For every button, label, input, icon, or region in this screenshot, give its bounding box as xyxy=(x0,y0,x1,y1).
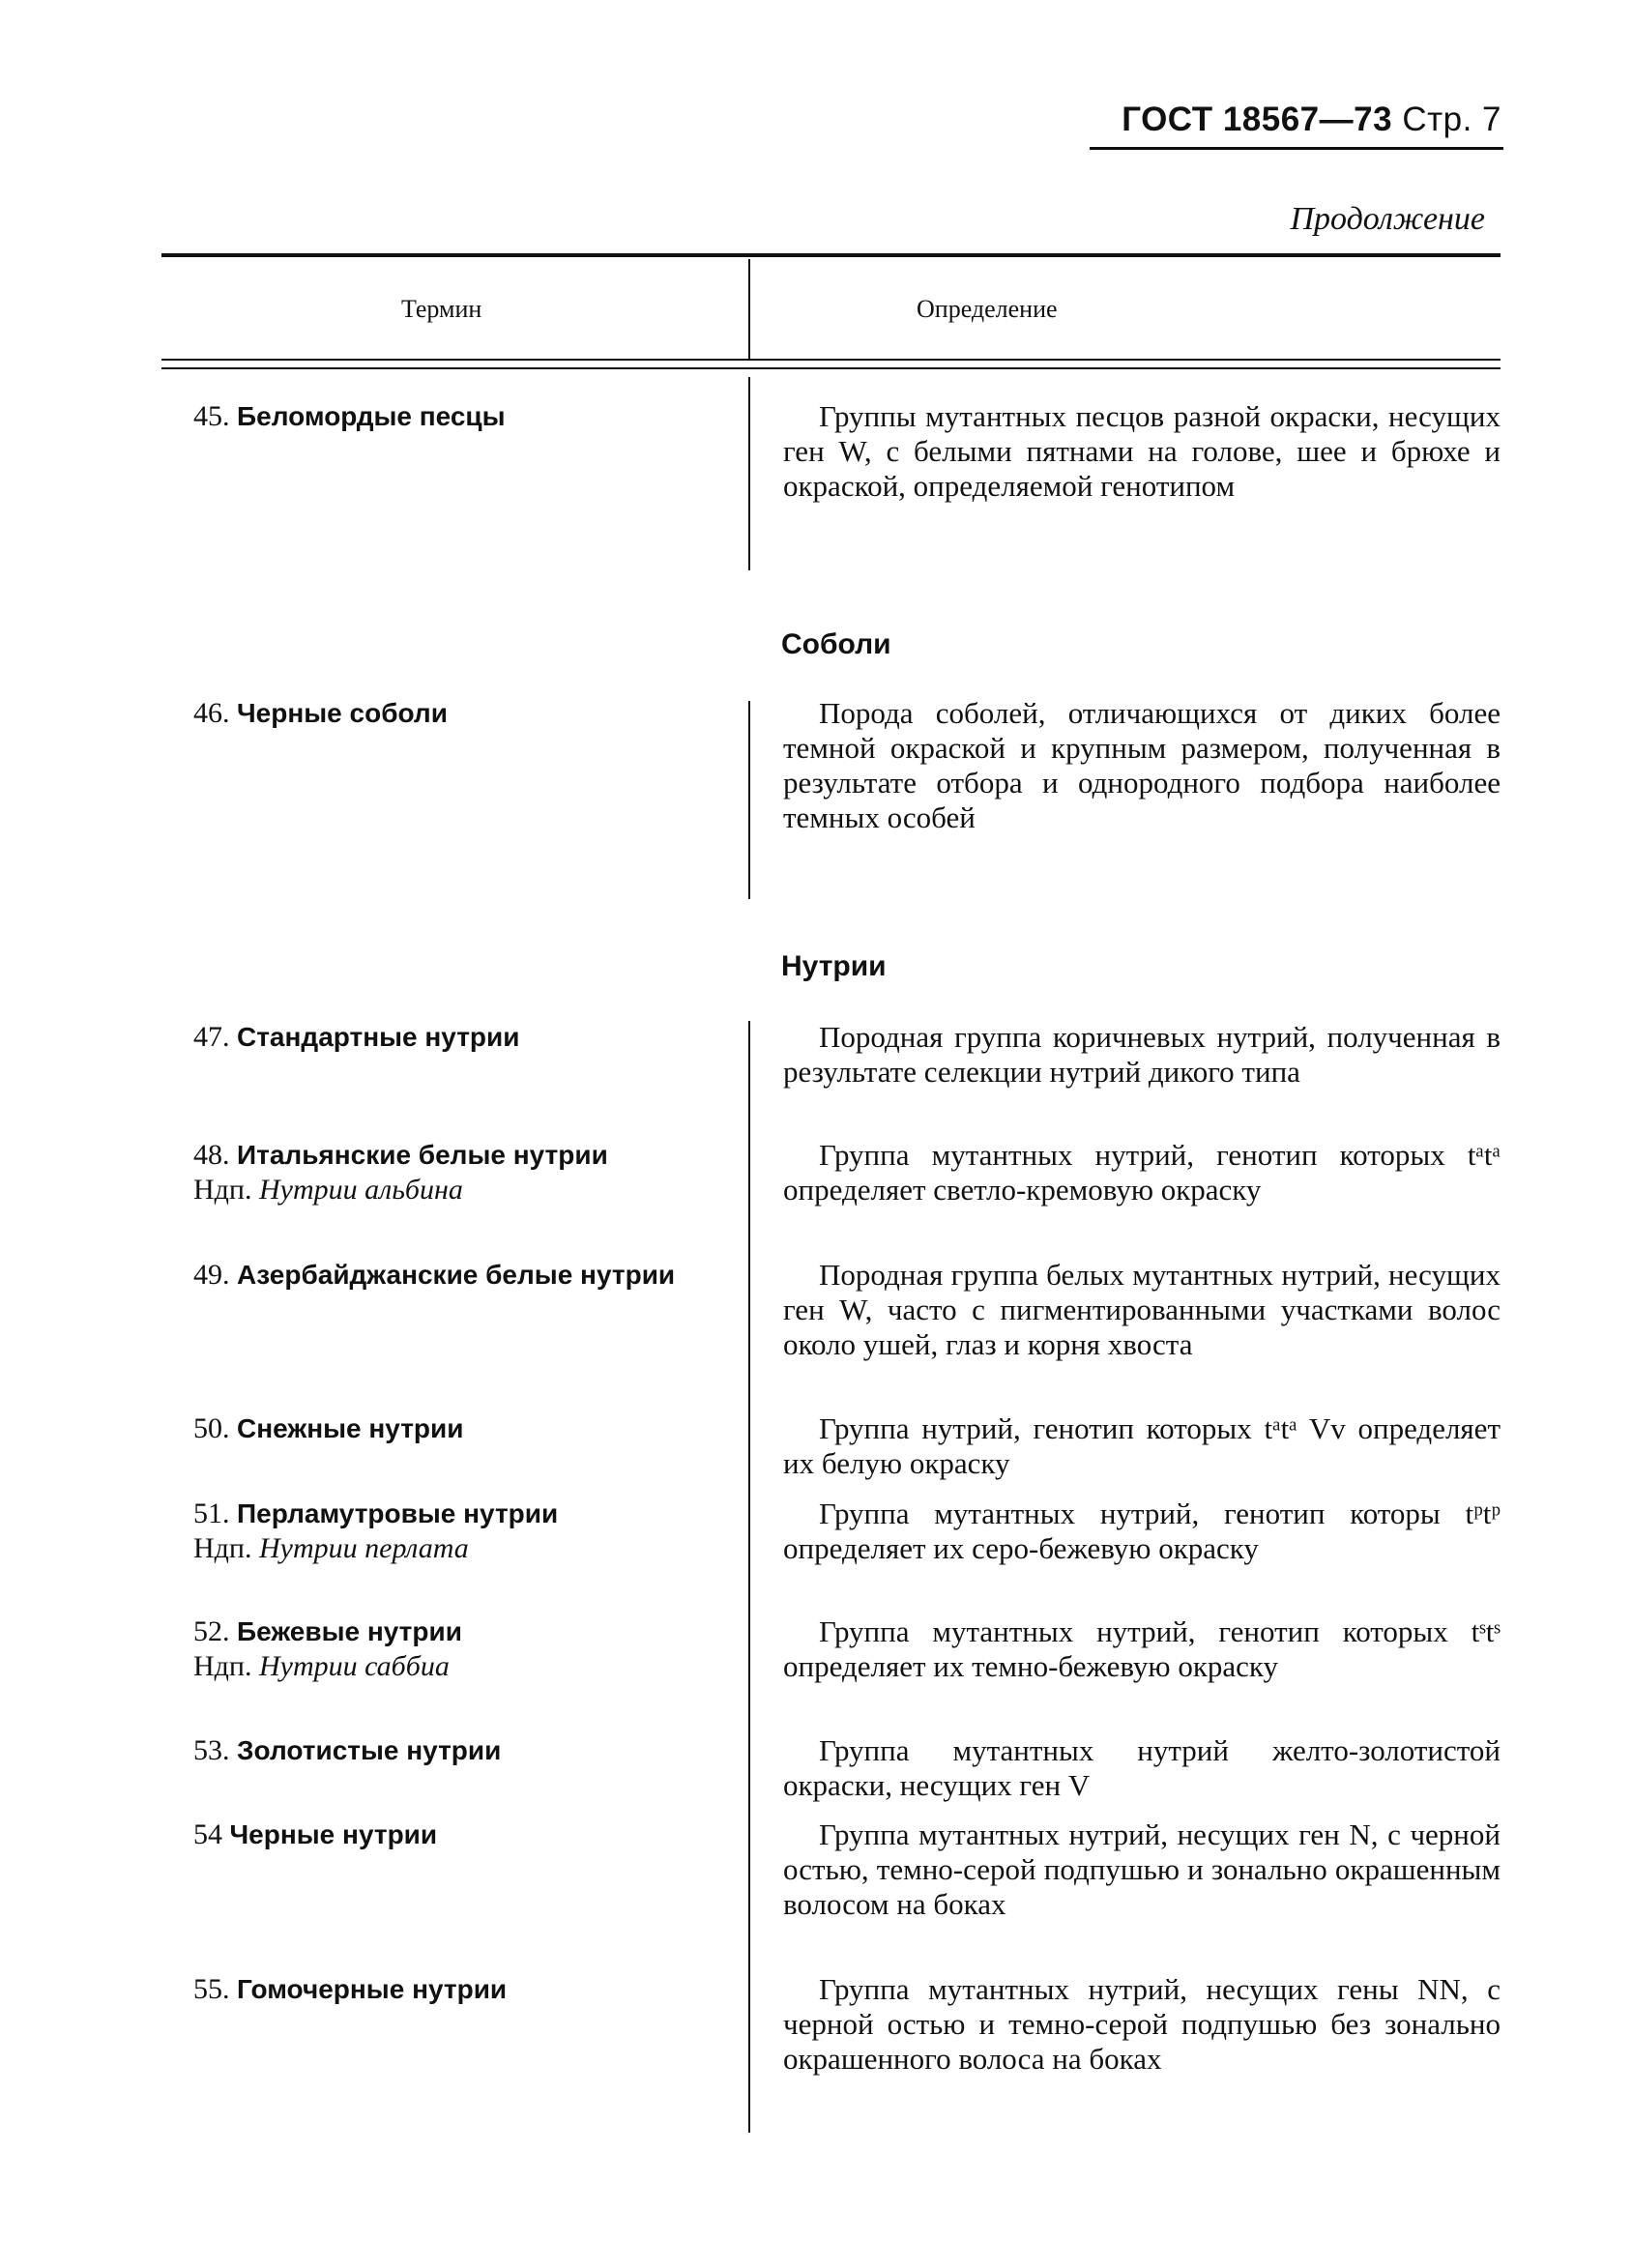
definition-text: Породная группа коричневых нутрий, полученная в результате селекции нутрий дикого типа xyxy=(783,1020,1501,1089)
definition-text: Группа мутантных нутрий желто-золотистой окраски, несущих ген V xyxy=(783,1733,1501,1802)
column-divider xyxy=(748,1021,750,2133)
term-name: Черные соболи xyxy=(237,698,448,728)
definition-text: Порода соболей, отличающихся от диких более темной окраской и крупным размером, полученная в результате отбора и однородного подбора наиболее темных особей xyxy=(783,696,1501,834)
term-entry: 47. Стандартные нутрии xyxy=(193,1021,520,1053)
term-name: Беломордые песцы xyxy=(237,401,506,431)
column-divider xyxy=(748,259,750,359)
definition-text: Группа мутантных нутрий, генотип которы tᵖtᵖ определяет их серо-бежевую окраску xyxy=(783,1497,1501,1565)
definition-text: Группа мутантных нутрий, несущих ген N, с черной остью, темно-серой подпушью и зонально окрашенным волосом на боках xyxy=(783,1817,1501,1921)
table-header-rule xyxy=(161,359,1501,361)
term-name: Снежные нутрии xyxy=(237,1413,464,1443)
term-entry: 53. Золотистые нутрии xyxy=(193,1734,502,1766)
section-heading-nutria: Нутрии xyxy=(781,950,887,982)
term-name: Золотистые нутрии xyxy=(237,1735,502,1765)
definition-text: Группы мутантных песцов разной окраски, несущих ген W, с белыми пятнами на голове, шее и брюхе и окраской, определяемой генотипом xyxy=(783,399,1501,503)
column-divider xyxy=(748,701,750,899)
term-name: Стандартные нутрии xyxy=(237,1022,520,1052)
definition-text: Группа мутантных нутрий, несущих гены NN, с черной остью и темно-серой подпушью без зонально окрашенного волоса на боках xyxy=(783,1972,1501,2076)
term-name: Перламутровые нутрии xyxy=(237,1498,559,1528)
term-name: Гомочерные нутрии xyxy=(237,1974,508,2004)
term-entry: 54 Черные нутрии xyxy=(193,1818,438,1850)
term-name: Черные нутрии xyxy=(229,1819,438,1849)
standard-number: ГОСТ 18567—73 xyxy=(1122,101,1393,138)
column-divider xyxy=(748,377,750,570)
column-header-definition: Определение xyxy=(917,295,1058,323)
definition-text: Группа мутантных нутрий, генотип которых tˢtˢ определяет их темно-бежевую окраску xyxy=(783,1614,1501,1683)
page-header xyxy=(1122,101,1501,139)
term-entry: 48. Итальянские белые нутрии Ндп. Нутрии альбина xyxy=(193,1138,735,1207)
table-top-rule xyxy=(161,253,1501,257)
term-entry: 46. Черные соболи xyxy=(193,697,448,729)
term-name: Бежевые нутрии xyxy=(237,1616,462,1646)
deprecated-term: Ндп. Нутрии перлата xyxy=(193,1532,469,1564)
deprecated-term: Ндп. Нутрии саббиа xyxy=(193,1650,450,1682)
term-name: Итальянские белые нутрии xyxy=(237,1140,608,1170)
definition-text: Группа мутантных нутрий, генотип которых tᵃtᵃ определяет светло-кремовую окраску xyxy=(783,1138,1501,1207)
term-entry: 52. Бежевые нутрии Ндп. Нутрии саббиа xyxy=(193,1614,735,1684)
continuation-label: Продолжение xyxy=(1290,201,1485,237)
term-entry: 45. Беломордые песцы xyxy=(193,400,506,432)
definition-text: Породная группа белых мутантных нутрий, несущих ген W, часто с пигментированными участками волос около ушей, глаз и корня хвоста xyxy=(783,1258,1501,1361)
term-name: Азербайджанские белые нутрии xyxy=(237,1260,676,1290)
term-entry: 55. Гомочерные нутрии xyxy=(193,1973,508,2005)
header-rule xyxy=(1090,147,1503,150)
definition-text: Группа нутрий, генотип которых tᵃtᵃ Vv определяет их белую окраску xyxy=(783,1411,1501,1480)
section-heading-sables: Соболи xyxy=(781,628,891,660)
page-number: Стр. 7 xyxy=(1402,101,1501,138)
table-header-rule xyxy=(161,367,1501,369)
term-entry: 50. Снежные нутрии xyxy=(193,1412,464,1444)
deprecated-term: Ндп. Нутрии альбина xyxy=(193,1174,463,1206)
column-header-term: Термин xyxy=(401,295,482,323)
term-entry: 51. Перламутровые нутрии Ндп. Нутрии перлата xyxy=(193,1497,735,1566)
term-entry: 49. Азербайджанские белые нутрии xyxy=(193,1259,676,1291)
